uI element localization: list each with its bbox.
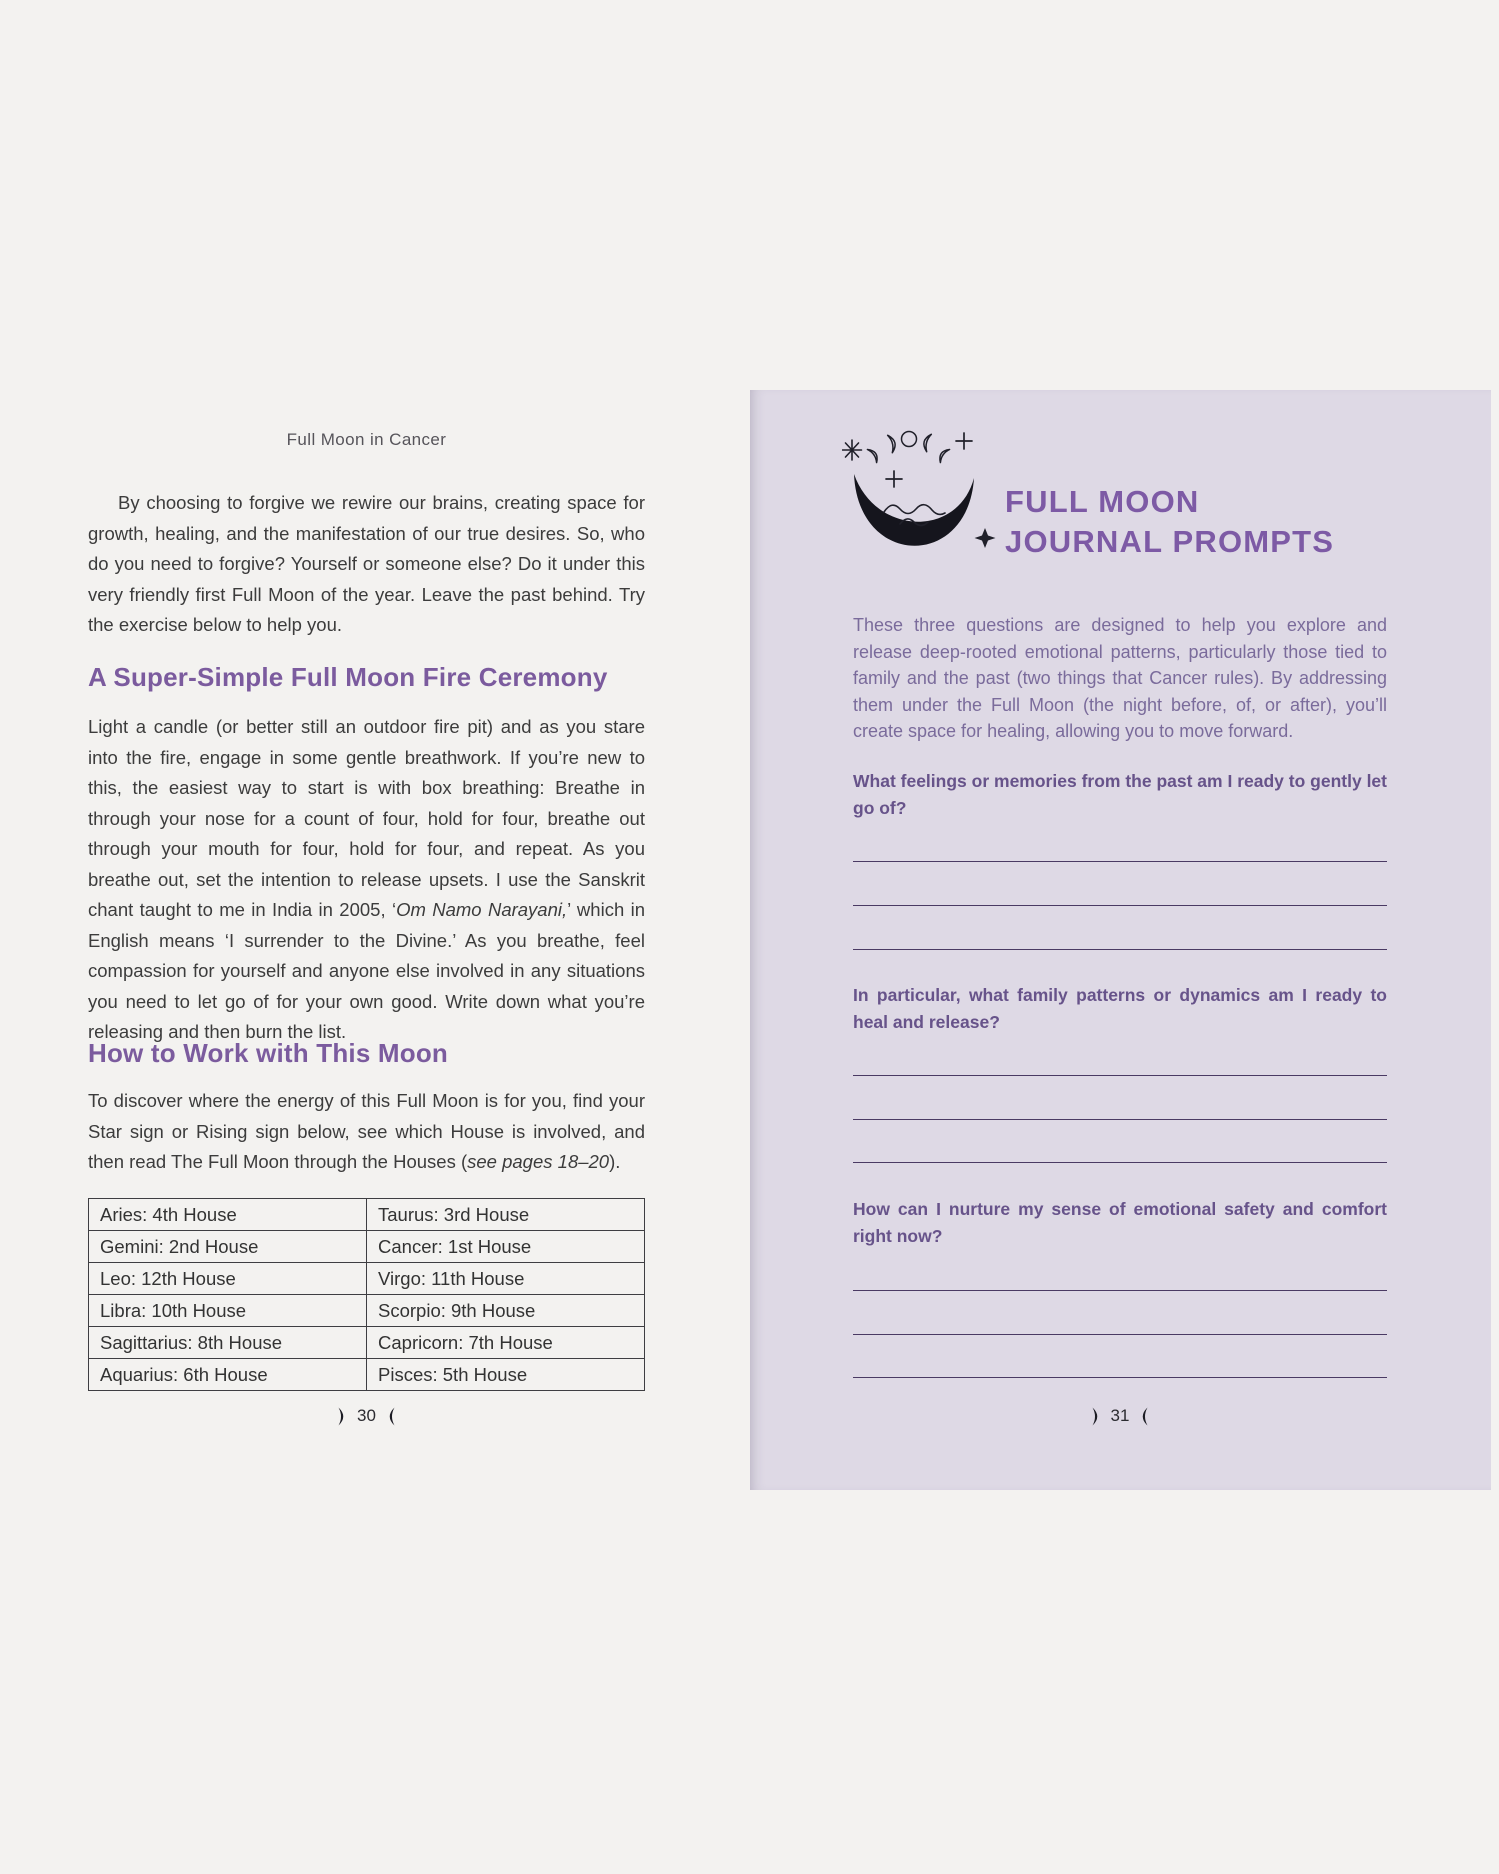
page-title-line1: FULL MOON [1005, 484, 1200, 519]
right-page [750, 390, 1491, 1490]
answer-line [853, 949, 1387, 950]
table-row [89, 1231, 645, 1263]
fire-ceremony-paragraph [88, 712, 645, 1048]
text-run: To discover where the energy of this Full Moon is for you, find your Star sign or Rising sign below, see which House is involved, and then read The Full Moon through the Houses ( [88, 1090, 645, 1172]
house-cell: Gemini: 2nd House [89, 1231, 367, 1263]
house-cell: Libra: 10th House [89, 1295, 367, 1327]
houses-table [88, 1198, 645, 1391]
table-row [89, 1327, 645, 1359]
house-cell: Pisces: 5th House [367, 1359, 645, 1391]
answer-line [853, 1119, 1387, 1120]
plus-sparkle-icon [886, 433, 972, 487]
house-cell: Taurus: 3rd House [367, 1199, 645, 1231]
house-cell: Leo: 12th House [89, 1263, 367, 1295]
answer-line [853, 861, 1387, 862]
answer-line [853, 1290, 1387, 1291]
waxing-crescent-icon [1091, 1407, 1102, 1426]
answer-line [853, 1377, 1387, 1378]
house-cell: Cancer: 1st House [367, 1231, 645, 1263]
star-icon [843, 440, 862, 460]
table-row [89, 1199, 645, 1231]
how-to-work-paragraph [88, 1086, 645, 1178]
text-run: ). [609, 1151, 621, 1172]
moon-illustration [842, 426, 1002, 576]
house-cell: Aries: 4th House [89, 1199, 367, 1231]
house-cell: Virgo: 11th House [367, 1263, 645, 1295]
text-run: Light a candle (or better still an outdoor fire pit) and as you stare into the fire, engage in some gentle breathwork. If you’re new to this, the easiest way to start is with box breathing: Breathe in through your nose for a count of four, hold for four, breathe out through your mouth for four, hold for four, and repeat. As you breathe out, set the intention to release upsets. I use the Sanskrit chant taught to me in India in 2005, ‘ [88, 716, 645, 920]
running-header: Full Moon in Cancer [286, 430, 447, 449]
house-cell: Scorpio: 9th House [367, 1295, 645, 1327]
text-run: ’ which in English means ‘I surrender to the Divine.’ As you breathe, feel compassion for yourself and anyone else involved in any situations you need to let go of for your own good. Write down what you’re releasing and then burn the list. [88, 899, 645, 1042]
answer-line [853, 905, 1387, 906]
waning-crescent-icon [385, 1407, 396, 1426]
journal-question-1: What feelings or memories from the past am I ready to gently let go of? [853, 771, 1387, 818]
chant-italic: Om Namo Narayani, [396, 899, 568, 920]
table-row [89, 1263, 645, 1295]
waning-crescent-icon [1138, 1407, 1149, 1426]
prompts-intro-paragraph: These three questions are designed to help you explore and release deep-rooted emotional patterns, particularly those tied to family and the past (two things that Cancer rules). By addressing them under the Full Moon (the night before, of, or after), you’ll create space for healing, allowing you to move forward. [853, 615, 1387, 741]
table-row [89, 1295, 645, 1327]
four-point-sparkle-icon [975, 528, 996, 548]
answer-line [853, 1162, 1387, 1163]
page-title-line2: JOURNAL PROMPTS [1005, 524, 1335, 559]
house-cell: Aquarius: 6th House [89, 1359, 367, 1391]
waxing-crescent-icon [337, 1407, 348, 1426]
section-heading-fire-ceremony: A Super-Simple Full Moon Fire Ceremony [88, 662, 608, 692]
pages-reference-italic: see pages 18–20 [467, 1151, 610, 1172]
intro-paragraph: By choosing to forgive we rewire our brains, creating space for growth, healing, and the manifestation of our true desires. So, who do you need to forgive? Yourself or someone else? Do it under this very friendly first Full Moon of the year. Leave the past behind. Try the exercise below to help you. [88, 492, 645, 635]
journal-question-3: How can I nurture my sense of emotional safety and comfort right now? [853, 1199, 1387, 1246]
moon-phases-arc-icon [867, 432, 949, 463]
page-footer [88, 1406, 645, 1426]
left-page [88, 0, 645, 1874]
page-title [1005, 482, 1334, 562]
house-cell: Capricorn: 7th House [367, 1327, 645, 1359]
answer-line [853, 1075, 1387, 1076]
page-number: 31 [1110, 1406, 1130, 1425]
table-row [89, 1359, 645, 1391]
section-heading-how-to-work: How to Work with This Moon [88, 1038, 449, 1068]
crescent-moon-icon [854, 474, 974, 546]
answer-line [853, 1334, 1387, 1335]
house-cell: Sagittarius: 8th House [89, 1327, 367, 1359]
page-number: 30 [357, 1406, 376, 1425]
journal-question-2: In particular, what family patterns or dynamics am I ready to heal and release? [853, 985, 1387, 1032]
page-footer [853, 1406, 1387, 1426]
